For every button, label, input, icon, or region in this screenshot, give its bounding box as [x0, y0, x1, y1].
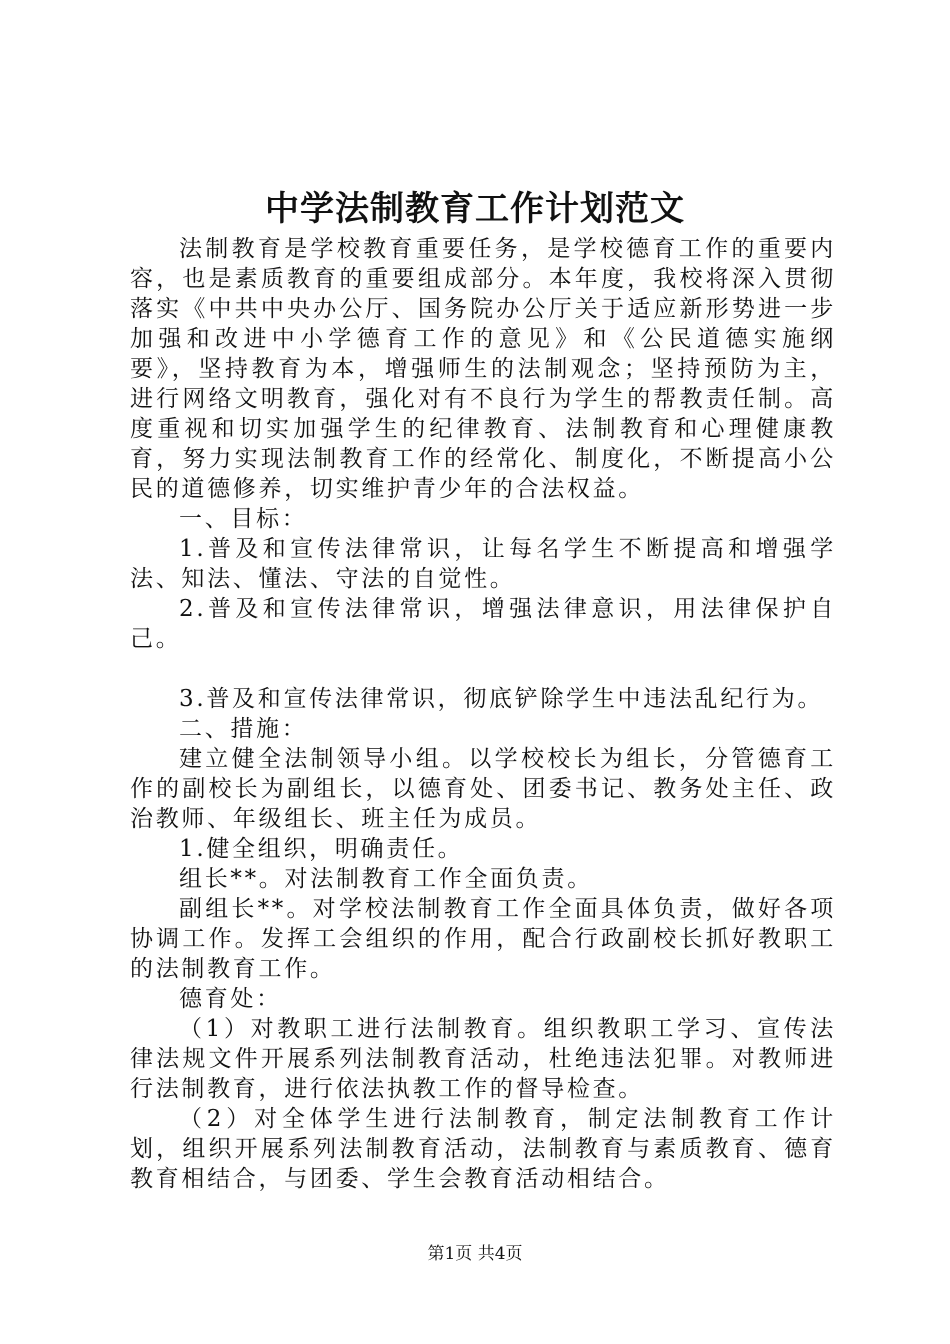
- page-footer: 第1页 共4页: [427, 1244, 523, 1264]
- heading-measures: 二、措施：: [179, 716, 308, 742]
- document-body: [130, 234, 836, 1194]
- paragraph-goal-2: 2.普及和宣传法律常识，增强法律意识，用法律保护自己。: [130, 596, 836, 652]
- paragraph-item-1: （1）对教职工进行法制教育。组织教职工学习、宣传法律法规文件开展系列法制教育活动，杜绝违法犯罪。对教师进行法制教育，进行依法执教工作的督导检查。: [130, 1016, 836, 1102]
- paragraph-deputy-leader: 副组长**。对学校法制教育工作全面具体负责，做好各项协调工作。发挥工会组织的作用，配合行政副校长抓好教职工的法制教育工作。: [130, 896, 836, 982]
- paragraph-group-leader: 组长**。对法制教育工作全面负责。: [179, 866, 593, 892]
- paragraph-intro: 法制教育是学校教育重要任务，是学校德育工作的重要内容，也是素质教育的重要组成部分。本年度，我校将深入贯彻落实《中共中央办公厅、国务院办公厅关于适应新形势进一步加强和改进中小学德育工作的意见》和《公民道德实施纲要》，坚持教育为本，增强师生的法制观念；坚持预防为主，进行网络文明教育，强化对有不良行为学生的帮教责任制。高度重视和切实加强学生的纪律教育、法制教育和心理健康教育，努力实现法制教育工作的经常化、制度化，不断提高小公民的道德修养，切实维护青少年的合法权益。: [130, 236, 836, 502]
- heading-moral-education-office: 德育处：: [179, 986, 282, 1012]
- paragraph-item-2: （2）对全体学生进行法制教育，制定法制教育工作计划，组织开展系列法制教育活动，法制教育与素质教育、德育教育相结合，与团委、学生会教育活动相结合。: [130, 1106, 836, 1192]
- paragraph-organization: 1.健全组织，明确责任。: [179, 836, 464, 862]
- blank-line: [130, 654, 836, 684]
- paragraph-leadership-group: 建立健全法制领导小组。以学校校长为组长，分管德育工作的副校长为副组长，以德育处、团委书记、教务处主任、政治教师、年级组长、班主任为成员。: [130, 746, 836, 832]
- paragraph-goal-3: 3.普及和宣传法律常识，彻底铲除学生中违法乱纪行为。: [179, 686, 824, 712]
- document-title: 中学法制教育工作计划范文: [265, 189, 685, 229]
- heading-goals: 一、目标：: [179, 506, 308, 532]
- paragraph-goal-1: 1.普及和宣传法律常识，让每名学生不断提高和增强学法、知法、懂法、守法的自觉性。: [130, 536, 836, 592]
